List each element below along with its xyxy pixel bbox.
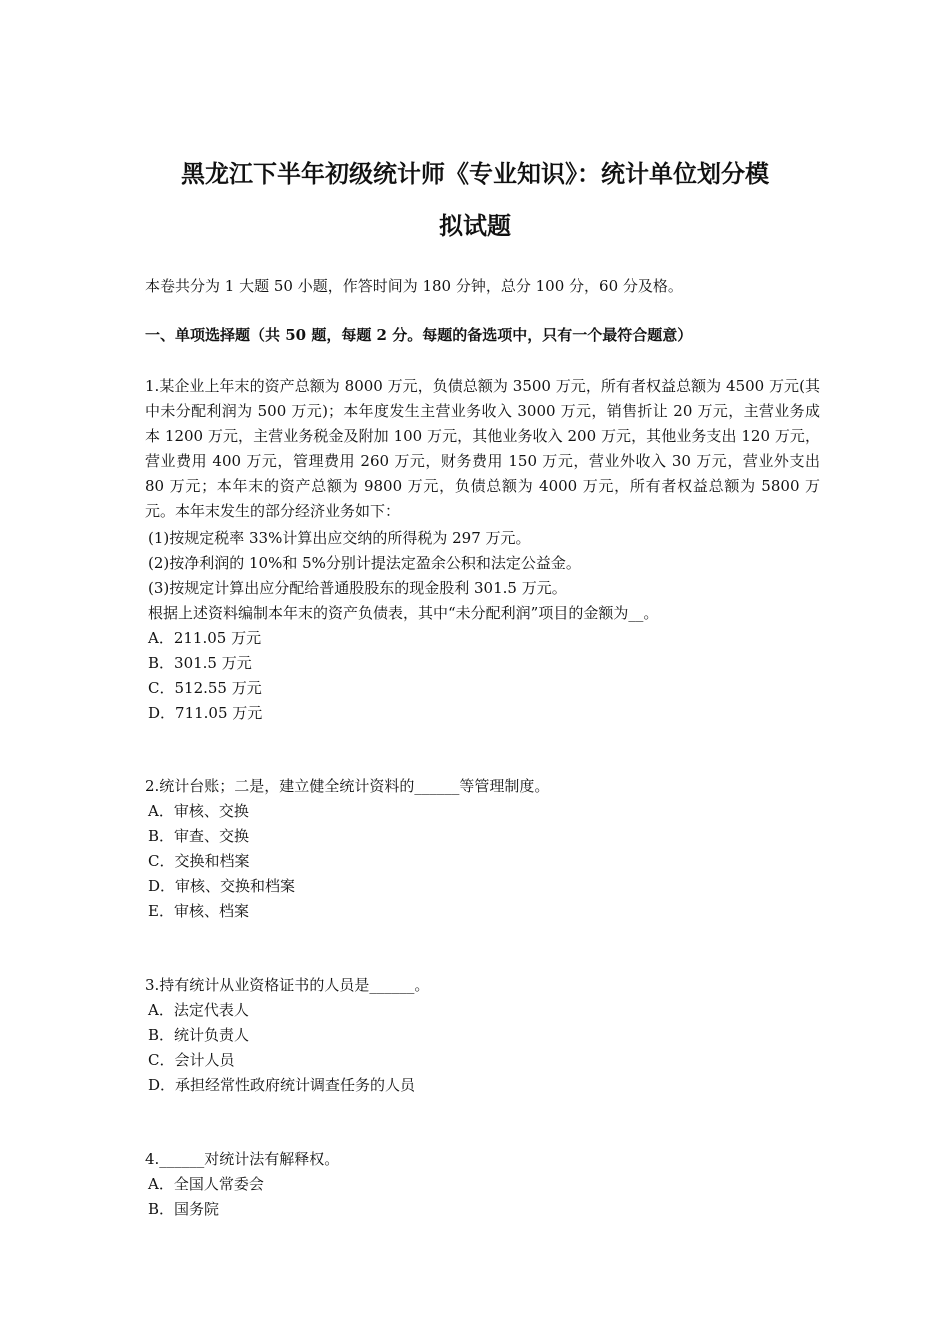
question-1-sub-item: (3)按规定计算出应分配给普通股股东的现金股利 301.5 万元。 <box>148 579 567 597</box>
question-1-option-a: A．211.05 万元 <box>148 629 262 647</box>
question-3-option-b: B．统计负责人 <box>148 1026 250 1044</box>
question-3-option-c: C．会计人员 <box>148 1051 235 1069</box>
document-title-line-1: 黑龙江下半年初级统计师《专业知识》：统计单位划分模 <box>181 160 769 188</box>
question-1-option-b: B．301.5 万元 <box>148 654 252 672</box>
question-3-option-a: A．法定代表人 <box>148 1001 249 1019</box>
question-2-option-a: A．审核、交换 <box>148 802 249 820</box>
question-4-stem: 4.______对统计法有解释权。 <box>145 1150 340 1168</box>
question-3-stem: 3.持有统计从业资格证书的人员是______。 <box>145 976 430 994</box>
question-1-sub-item: (2)按净利润的 10%和 5%分别计提法定盈余公积和法定公益金。 <box>148 554 581 572</box>
question-2-stem: 2.统计台账；二是，建立健全统计资料的______等管理制度。 <box>145 777 550 795</box>
question-1-option-c: C．512.55 万元 <box>148 679 262 697</box>
question-1-stem: 1.某企业上年末的资产总额为 8000 万元，负债总额为 3500 万元，所有者权益总额为 4500 万元(其中未分配利润为 500 万元)；本年度发生主营业务收入 3000 万元，销售折让 20 万元，主营业务成本 1200 万元，主营业务税金及附加 100 万元，其他业务收入 200 万元，其他业务支出 120 万元，营业费用 400 万元，管理费用 260 万元，财务费用 150 万元，营业外收入 30 万元，营业外支出 80 万元；本年末的资产总额为 9800 万元，负债总额为 4000 万元，所有者权益总额为 5800 万元。本年末发生的部分经济业务如下： <box>145 377 820 520</box>
document-title-line-2: 拟试题 <box>439 212 511 240</box>
question-3-option-d: D．承担经常性政府统计调查任务的人员 <box>148 1076 416 1094</box>
question-1-option-d: D．711.05 万元 <box>148 704 263 722</box>
question-4-option-b: B．国务院 <box>148 1200 220 1218</box>
question-4-option-a: A．全国人常委会 <box>148 1175 264 1193</box>
question-2-option-d: D．审核、交换和档案 <box>148 877 296 895</box>
question-1-sub-item: (1)按规定税率 33%计算出应交纳的所得税为 297 万元。 <box>148 529 531 547</box>
question-1-prompt: 根据上述资料编制本年末的资产负债表，其中“未分配利润”项目的金额为__。 <box>148 604 659 622</box>
question-2-option-b: B．审查、交换 <box>148 827 250 845</box>
section-heading: 一、单项选择题（共 50 题，每题 2 分。每题的备选项中，只有一个最符合题意） <box>145 326 693 344</box>
question-2-option-e: E．审核、档案 <box>148 902 249 920</box>
exam-intro: 本卷共分为 1 大题 50 小题，作答时间为 180 分钟，总分 100 分，60 分及格。 <box>145 277 683 295</box>
question-2-option-c: C．交换和档案 <box>148 852 250 870</box>
